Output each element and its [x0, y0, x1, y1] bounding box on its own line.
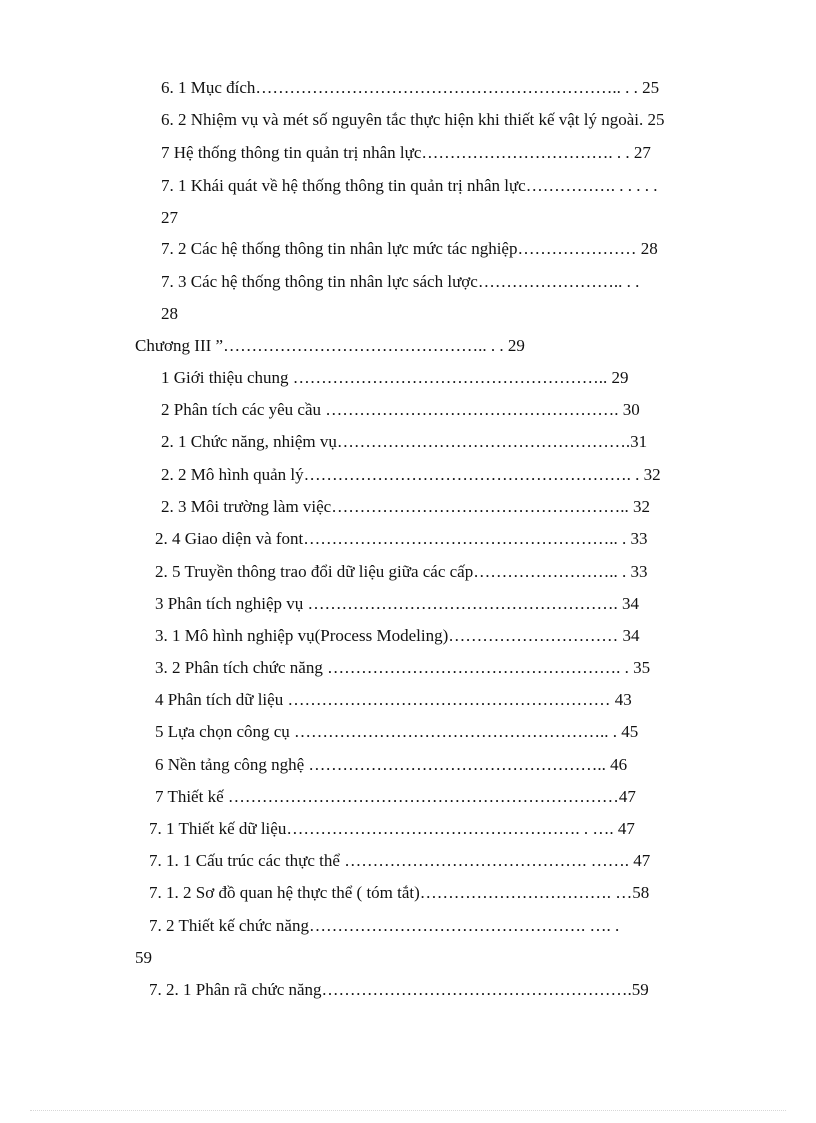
toc-entry-7-3: 7. 3 Các hệ thống thông tin nhân lực sách lược…………………….. . . — [161, 272, 640, 291]
toc-entry-c3-1: 1 Giới thiệu chung ……………………………………………….. 29 — [161, 368, 629, 387]
toc-entry-7-1-page: 27 — [161, 208, 178, 227]
toc-entry-7-1: 7. 1 Khái quát về hệ thống thông tin quản trị nhân lực……………. . . . . . — [161, 176, 658, 195]
page-bottom-rule — [30, 1110, 786, 1111]
toc-entry-c3-2-5: 2. 5 Truyền thông trao đổi dữ liệu giữa các cấp…………………….. . 33 — [155, 562, 648, 581]
toc-entry-7-2: 7. 2 Các hệ thống thông tin nhân lực mức tác nghiệp………………… 28 — [161, 239, 658, 258]
toc-entry-c3-7-1: 7. 1 Thiết kế dữ liệu……………………………………………. . …. 47 — [149, 819, 635, 838]
toc-entry-c3-3-2: 3. 2 Phân tích chức năng ……………………………………………. . 35 — [155, 658, 651, 677]
toc-entry-c3-3-1: 3. 1 Mô hình nghiệp vụ(Process Modeling)………………………… 34 — [155, 626, 640, 645]
toc-entry-c3-4: 4 Phân tích dữ liệu ………………………………………………… 43 — [155, 690, 632, 709]
toc-entry-c3-2-1: 2. 1 Chức năng, nhiệm vụ…………………………………………….31 — [161, 432, 648, 451]
toc-entry-c3-3: 3 Phân tích nghiệp vụ ………………………………………………. 34 — [155, 594, 640, 613]
toc-entry-c3-2: 2 Phân tích các yêu cầu ……………………………………………. 30 — [161, 400, 640, 419]
toc-entry-c3-2-3: 2. 3 Môi trường làm việc…………………………………………….. 32 — [161, 497, 650, 516]
toc-entry-c3-5: 5 Lựa chọn công cụ ……………………………………………….. . 45 — [155, 722, 639, 741]
toc-entry-c3-7-2-page: 59 — [135, 948, 152, 967]
toc-entry-7-3-page: 28 — [161, 304, 178, 323]
toc-entry-c3-7-1-1: 7. 1. 1 Cấu trúc các thực thể ……………………………………. ……. 47 — [149, 851, 651, 870]
toc-entry-6-1: 6. 1 Mục đích……………………………………………………….. . . 25 — [161, 78, 660, 97]
toc-entry-c3-2-2: 2. 2 Mô hình quản lý…………………………………………………. . 32 — [161, 465, 661, 484]
toc-entry-c3-2-4: 2. 4 Giao diện và font……………………………………………….. . 33 — [155, 529, 648, 548]
toc-entry-c3-7-2: 7. 2 Thiết kế chức năng…………………………………………. …. . — [149, 916, 620, 935]
toc-entry-c3-7: 7 Thiết kế ……………………………………………………………47 — [155, 787, 636, 806]
toc-entry-c3-7-1-2: 7. 1. 2 Sơ đồ quan hệ thực thể ( tóm tắt)……………………………. …58 — [149, 883, 650, 902]
toc-entry-6-2: 6. 2 Nhiệm vụ và mét số nguyên tắc thực hiện khi thiết kế vật lý ngoài. 25 — [161, 110, 665, 129]
toc-entry-c3-7-2-1: 7. 2. 1 Phân rã chức năng……………………………………………….59 — [149, 980, 649, 999]
toc-entry-7: 7 Hệ thống thông tin quản trị nhân lực……………………………. . . 27 — [161, 143, 651, 162]
toc-entry-c3-6: 6 Nền tảng công nghệ …………………………………………….. 46 — [155, 755, 628, 774]
toc-chapter-3: Chương III ”……………………………………….. . . 29 — [135, 336, 525, 355]
